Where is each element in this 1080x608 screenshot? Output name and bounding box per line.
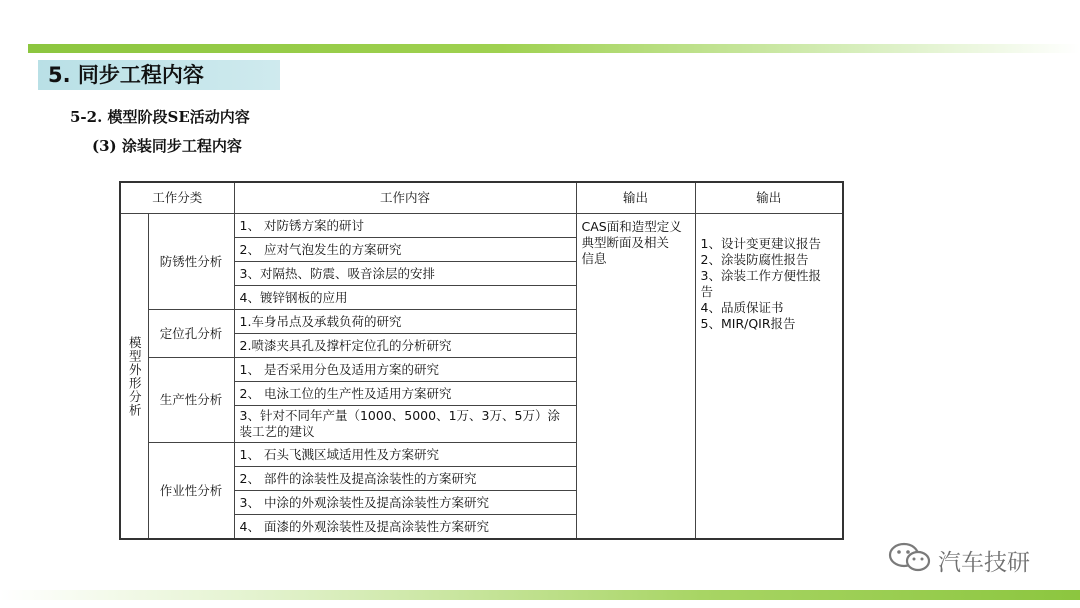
table-cell: 2.喷漆夹具孔及撑杆定位孔的分析研究 <box>234 334 576 358</box>
header-work-content: 工作内容 <box>234 182 576 214</box>
table-header-row <box>120 182 843 214</box>
table-cell: 4、 面漆的外观涂装性及提高涂装性方案研究 <box>234 515 576 540</box>
output-cell-1: CAS面和造型定义 典型断面及相关 信息 <box>576 214 695 540</box>
group-label-model-shape: 模型外形分析 <box>120 214 148 540</box>
bottom-accent-bar <box>0 590 1080 600</box>
section-subheading: 5-2. 模型阶段SE活动内容 <box>70 108 250 126</box>
page-title: 5. 同步工程内容 <box>48 63 204 87</box>
header-output-1: 输出 <box>576 182 695 214</box>
category-productivity: 生产性分析 <box>148 358 234 443</box>
category-locating-holes: 定位孔分析 <box>148 310 234 358</box>
top-accent-bar <box>28 44 1080 53</box>
watermark <box>888 543 1030 577</box>
table-cell: 4、镀锌钢板的应用 <box>234 286 576 310</box>
table-cell: 2、 电泳工位的生产性及适用方案研究 <box>234 382 576 406</box>
table-cell: 3、针对不同年产量（1000、5000、1万、3万、5万）涂装工艺的建议 <box>234 406 576 443</box>
category-workability: 作业性分析 <box>148 443 234 540</box>
table-cell: 2、 应对气泡发生的方案研究 <box>234 238 576 262</box>
output-cell-2: 1、设计变更建议报告 2、涂装防腐性报告 3、涂装工作方便性报 告 4、品质保证书 5、MIR/QIR报告 <box>695 214 843 540</box>
se-activity-table <box>119 181 844 540</box>
category-rust-prevention: 防锈性分析 <box>148 214 234 310</box>
subsection-subheading: (3) 涂装同步工程内容 <box>92 137 242 155</box>
watermark-text: 汽车技研 <box>938 549 1030 576</box>
table-cell: 1、 对防锈方案的研讨 <box>234 214 576 238</box>
table-row <box>120 214 843 238</box>
table-cell: 2、 部件的涂装性及提高涂装性的方案研究 <box>234 467 576 491</box>
table-cell: 1、 石头飞溅区域适用性及方案研究 <box>234 443 576 467</box>
table-cell: 1、 是否采用分色及适用方案的研究 <box>234 358 576 382</box>
table-cell: 1.车身吊点及承载负荷的研究 <box>234 310 576 334</box>
table-cell: 3、对隔热、防震、吸音涂层的安排 <box>234 262 576 286</box>
table-cell: 3、 中涂的外观涂装性及提高涂装性方案研究 <box>234 491 576 515</box>
header-output-2: 输出 <box>695 182 843 214</box>
wechat-icon <box>888 541 932 579</box>
header-work-category: 工作分类 <box>120 182 234 214</box>
